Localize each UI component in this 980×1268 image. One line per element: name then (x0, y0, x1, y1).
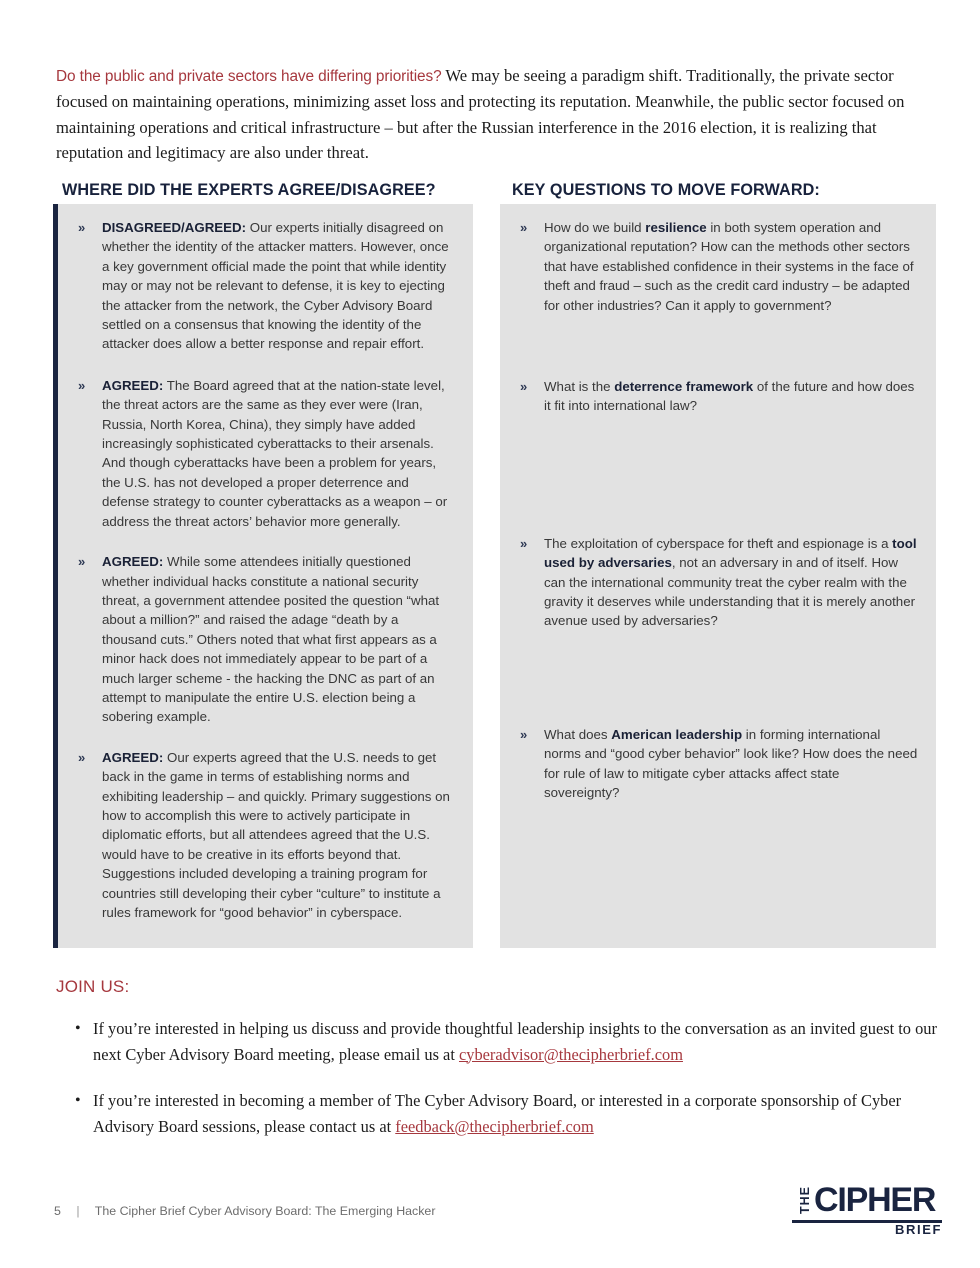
logo-brief-text: BRIEF (895, 1222, 942, 1237)
join-us-item-text: If you’re interested in becoming a member of The Cyber Advisory Board, or interested in a corporate sponsorship of Cyber Advisory Board sessions, please contact us at (93, 1091, 902, 1136)
key-question-item (520, 534, 918, 631)
key-question-text-pre: How do we build (544, 220, 646, 235)
key-questions-panel (500, 204, 936, 948)
key-question-emphasis: deterrence framework (614, 379, 754, 395)
chevron-double-right-icon: » (78, 377, 86, 393)
chevron-double-right-icon: » (520, 535, 528, 551)
page-number: 5 (54, 1204, 61, 1218)
bullet-dot-icon: • (75, 1020, 81, 1037)
agree-disagree-item-text: Our experts initially disagreed on whether the identity of the attacker matters. However, once a key government official made the point that while identity may or may not be relevant to defense, it is key to ejecting the attacker from the network, the Cyber Advisory Board settled on a consensus that knowing the identity of the attacker does allow a better response and repair effort. (102, 220, 449, 352)
key-question-item (520, 377, 918, 416)
logo-cipher-text: CIPHER (814, 1181, 936, 1219)
join-us-item (56, 1016, 941, 1067)
agree-disagree-item-label: AGREED: (102, 377, 164, 393)
key-question-text-pre: The exploitation of cyberspace for theft and espionage is a (544, 535, 893, 551)
chevron-double-right-icon: » (78, 749, 86, 765)
key-question-text-pre: What does (544, 726, 612, 742)
agree-disagree-item-label: AGREED: (102, 749, 164, 765)
key-question-text-pre: What is the (544, 379, 615, 395)
agree-disagree-item-text: While some attendees initially questioned whether individual hacks constitute a national security threat, a government attendee posited the question “what about a million?” and raised the adage “death by a thousand cuts.” Others noted that what first appears as a minor hack does not immediately appear to be part of a much larger scheme - the hacking the DNC as part of an attempt to manipulate the entire U.S. election being a sobering example. (102, 554, 440, 725)
agree-disagree-item (78, 552, 453, 727)
join-us-heading: JOIN US: (56, 977, 130, 996)
intro-lead-question: Do the public and private sectors have differing priorities? (56, 67, 442, 85)
chevron-double-right-icon: » (520, 379, 528, 395)
key-question-item (520, 218, 918, 315)
agree-disagree-item (78, 218, 453, 354)
key-question-item (520, 725, 918, 803)
join-us-list (56, 1016, 941, 1160)
agree-disagree-item (78, 376, 453, 531)
join-us-item (56, 1088, 941, 1139)
key-question-emphasis: tool used by adversaries (544, 535, 917, 571)
right-column-heading: KEY QUESTIONS TO MOVE FORWARD: (512, 181, 820, 199)
key-question-emphasis: American leadership (611, 726, 743, 742)
footer (54, 1204, 435, 1218)
cipher-brief-logo (792, 1181, 942, 1237)
key-question-text-post: of the future and how does it fit into international law? (544, 379, 915, 414)
agree-disagree-item (78, 748, 453, 923)
agree-disagree-item-label: DISAGREED/AGREED: (102, 220, 247, 235)
email-link[interactable]: cyberadvisor@thecipherbrief.com (458, 1044, 683, 1064)
agree-disagree-item-text: The Board agreed that at the nation-state level, the threat actors are the same as they ever were (Iran, Russia, North Korea, China), they simply have added increasingly sophisticated cyberattacks to their arsenals. And though cyberattacks have been a problem for years, the U.S. has not developed a proper deterrence and defense strategy to counter cyberattacks as a weapon – or address the threat actors’ behavior more generally. (102, 377, 448, 529)
chevron-double-right-icon: » (78, 220, 86, 235)
join-us-item-text: If you’re interested in helping us discuss and provide thoughtful leadership insights to the conversation as an invited guest to our next Cyber Advisory Board meeting, please email us at (93, 1019, 937, 1064)
logo-the-text: THE (798, 1186, 812, 1214)
intro-body-text: We may be seeing a paradigm shift. Traditionally, the private sector focused on maintaining operations, minimizing asset loss and protecting its reputation. Meanwhile, the public sector focused on maintaining operations and critical infrastructure – but after the Russian interference in the 2016 election, it is realizing that reputation and legitimacy are also under threat. (56, 65, 905, 163)
chevron-double-right-icon: » (78, 554, 86, 570)
chevron-double-right-icon: » (520, 726, 528, 742)
left-column-heading: WHERE DID THE EXPERTS AGREE/DISAGREE? (62, 181, 436, 199)
key-question-text-post: , not an adversary in and of itself. How can the international community treat the cyber realm with the gravity it deserves while understanding that it is merely another avenue used by adversaries? (544, 555, 916, 629)
footer-separator: | (76, 1204, 80, 1218)
key-question-text-post: in both system operation and organizational reputation? How can the methods other sectors that have established confidence in their systems in the face of theft and fraud – such as the credit card industry – be adapted for other industries? Can it apply to government? (544, 220, 914, 313)
agree-disagree-item-text: Our experts agreed that the U.S. needs to get back in the game in terms of establishing norms and exhibiting leadership – and quickly. Primary suggestions on how to accomplish this were to actively participate in diplomatic efforts, but all attendees agreed that the U.S. would have to be creative in its efforts beyond that. Suggestions included developing a training program for countries still developing their cyber “culture” to institute a rules framework for “good behavior” in cyberspace. (102, 749, 450, 920)
chevron-double-right-icon: » (520, 220, 528, 235)
agree-disagree-panel (53, 204, 473, 948)
intro-paragraph (56, 63, 936, 166)
footer-document-title: The Cipher Brief Cyber Advisory Board: The Emerging Hacker (94, 1204, 436, 1218)
key-question-text-post: in forming international norms and “good cyber behavior” look like? How does the need for rule of law to mitigate cyber attacks affect state sovereignty? (544, 726, 918, 801)
agree-disagree-item-label: AGREED: (102, 554, 164, 570)
email-link[interactable]: feedback@thecipherbrief.com (395, 1116, 594, 1136)
bullet-dot-icon: • (75, 1092, 81, 1109)
key-question-emphasis: resilience (645, 220, 707, 235)
